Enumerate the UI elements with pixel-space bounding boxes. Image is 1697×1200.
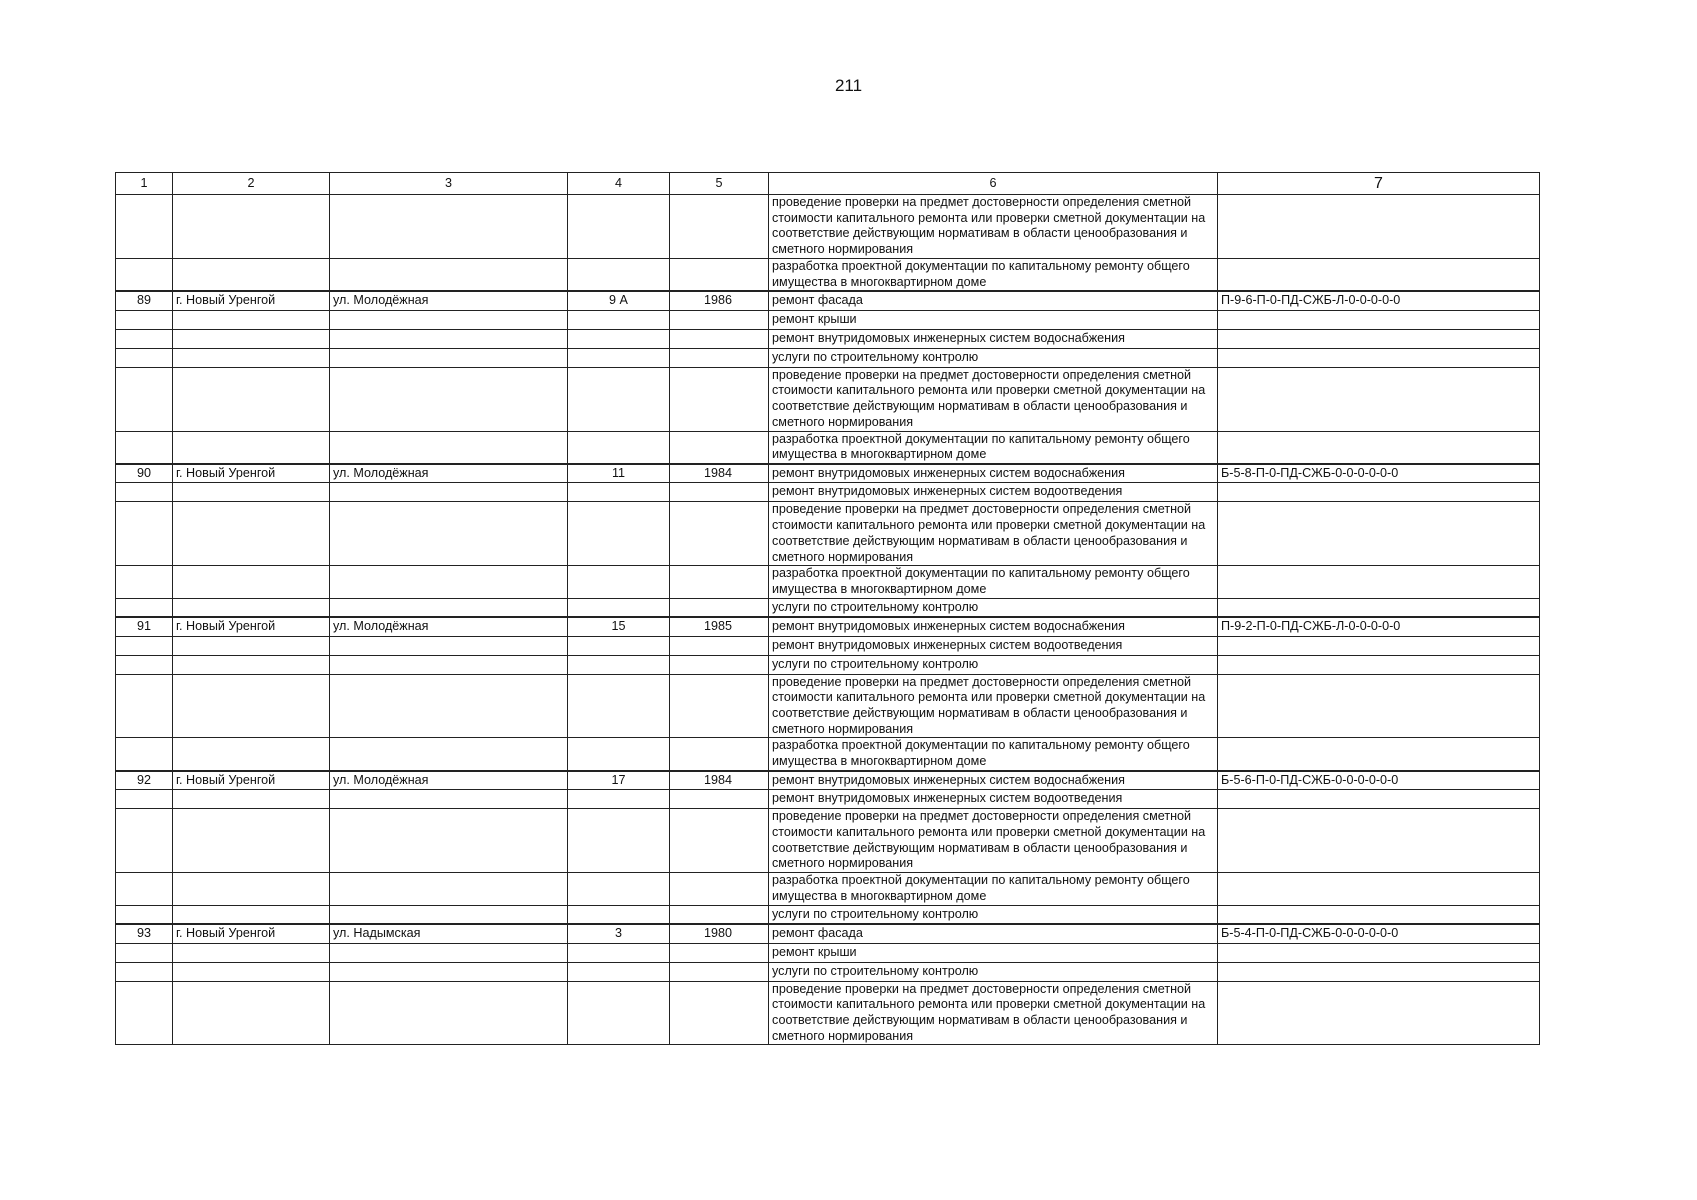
building-code-cell: П-9-2-П-0-ПД-СЖБ-Л-0-0-0-0-0 — [1218, 617, 1540, 636]
house-number-cell — [568, 483, 670, 502]
city-cell — [173, 943, 330, 962]
street-cell: ул. Молодёжная — [330, 464, 568, 483]
year-cell: 1984 — [670, 464, 769, 483]
house-number-cell: 9 А — [568, 291, 670, 310]
page-number: 211 — [834, 76, 863, 95]
year-cell — [670, 431, 769, 464]
street-cell — [330, 655, 568, 674]
street-cell — [330, 367, 568, 431]
house-number-cell: 3 — [568, 924, 670, 943]
year-cell: 1985 — [670, 617, 769, 636]
table-row — [116, 617, 1540, 636]
work-type-cell: ремонт внутридомовых инженерных систем водоснабжения — [769, 464, 1218, 483]
row-number-cell — [116, 483, 173, 502]
year-cell — [670, 790, 769, 809]
row-number-cell — [116, 329, 173, 348]
house-number-cell — [568, 636, 670, 655]
year-cell — [670, 655, 769, 674]
house-number-cell — [568, 329, 670, 348]
house-number-cell — [568, 790, 670, 809]
row-number-cell — [116, 367, 173, 431]
work-type-cell: проведение проверки на предмет достоверности определения сметной стоимости капитального ремонта или проверки сметной документации на соответствие действующим нормативам в области ценообразования и сметного нормирования — [769, 195, 1218, 259]
street-cell — [330, 905, 568, 924]
header-col-3: 3 — [330, 173, 568, 195]
table-row — [116, 310, 1540, 329]
row-number-cell: 92 — [116, 771, 173, 790]
city-cell — [173, 809, 330, 873]
table-row — [116, 962, 1540, 981]
city-cell — [173, 962, 330, 981]
table-row — [116, 348, 1540, 367]
house-number-cell — [568, 310, 670, 329]
work-type-cell: разработка проектной документации по капитальному ремонту общего имущества в многоквартирном доме — [769, 566, 1218, 598]
building-code-cell — [1218, 943, 1540, 962]
building-code-cell — [1218, 502, 1540, 566]
row-number-cell — [116, 195, 173, 259]
row-number-cell: 93 — [116, 924, 173, 943]
work-type-cell: ремонт фасада — [769, 291, 1218, 310]
street-cell — [330, 873, 568, 905]
street-cell — [330, 981, 568, 1045]
row-number-cell — [116, 258, 173, 291]
row-number-cell — [116, 310, 173, 329]
row-number-cell — [116, 981, 173, 1045]
year-cell — [670, 962, 769, 981]
work-type-cell: проведение проверки на предмет достоверности определения сметной стоимости капитального ремонта или проверки сметной документации на соответствие действующим нормативам в области ценообразования и сметного нормирования — [769, 674, 1218, 738]
row-number-cell — [116, 873, 173, 905]
year-cell — [670, 310, 769, 329]
work-type-cell: ремонт крыши — [769, 310, 1218, 329]
house-number-cell: 15 — [568, 617, 670, 636]
table-row — [116, 258, 1540, 291]
building-code-cell: Б-5-6-П-0-ПД-СЖБ-0-0-0-0-0-0 — [1218, 771, 1540, 790]
table-body — [116, 195, 1540, 1045]
city-cell — [173, 329, 330, 348]
city-cell — [173, 905, 330, 924]
table-row — [116, 636, 1540, 655]
row-number-cell — [116, 431, 173, 464]
building-code-cell — [1218, 431, 1540, 464]
table-row — [116, 674, 1540, 738]
row-number-cell — [116, 598, 173, 617]
street-cell — [330, 636, 568, 655]
year-cell — [670, 905, 769, 924]
city-cell: г. Новый Уренгой — [173, 924, 330, 943]
year-cell — [670, 367, 769, 431]
year-cell — [670, 195, 769, 259]
street-cell — [330, 348, 568, 367]
street-cell — [330, 738, 568, 771]
building-code-cell — [1218, 258, 1540, 291]
building-code-cell — [1218, 809, 1540, 873]
building-code-cell — [1218, 483, 1540, 502]
row-number-cell — [116, 738, 173, 771]
table-row — [116, 502, 1540, 566]
work-type-cell: разработка проектной документации по капитальному ремонту общего имущества в многоквартирном доме — [769, 873, 1218, 905]
house-number-cell — [568, 258, 670, 291]
table-row — [116, 771, 1540, 790]
row-number-cell — [116, 636, 173, 655]
city-cell — [173, 790, 330, 809]
house-number-cell — [568, 502, 670, 566]
house-number-cell — [568, 873, 670, 905]
city-cell — [173, 655, 330, 674]
city-cell — [173, 502, 330, 566]
table-row — [116, 924, 1540, 943]
street-cell — [330, 809, 568, 873]
house-number-cell — [568, 674, 670, 738]
building-code-cell — [1218, 329, 1540, 348]
city-cell — [173, 310, 330, 329]
building-code-cell — [1218, 738, 1540, 771]
work-type-cell: ремонт внутридомовых инженерных систем водоснабжения — [769, 329, 1218, 348]
year-cell: 1986 — [670, 291, 769, 310]
building-code-cell — [1218, 981, 1540, 1045]
street-cell — [330, 566, 568, 598]
year-cell — [670, 502, 769, 566]
header-col-1: 1 — [116, 173, 173, 195]
table-row — [116, 905, 1540, 924]
year-cell — [670, 566, 769, 598]
building-code-cell — [1218, 367, 1540, 431]
city-cell — [173, 367, 330, 431]
work-type-cell: ремонт крыши — [769, 943, 1218, 962]
street-cell — [330, 310, 568, 329]
table-row — [116, 329, 1540, 348]
year-cell — [670, 981, 769, 1045]
city-cell — [173, 636, 330, 655]
row-number-cell: 91 — [116, 617, 173, 636]
work-type-cell: услуги по строительному контролю — [769, 348, 1218, 367]
building-code-cell — [1218, 195, 1540, 259]
building-code-cell — [1218, 674, 1540, 738]
table-row — [116, 943, 1540, 962]
table-row — [116, 655, 1540, 674]
house-number-cell — [568, 905, 670, 924]
city-cell: г. Новый Уренгой — [173, 464, 330, 483]
year-cell — [670, 483, 769, 502]
work-type-cell: ремонт внутридомовых инженерных систем водоотведения — [769, 483, 1218, 502]
work-type-cell: ремонт фасада — [769, 924, 1218, 943]
work-type-cell: услуги по строительному контролю — [769, 905, 1218, 924]
building-code-cell — [1218, 873, 1540, 905]
street-cell — [330, 483, 568, 502]
work-type-cell: разработка проектной документации по капитальному ремонту общего имущества в многоквартирном доме — [769, 258, 1218, 291]
building-code-cell — [1218, 655, 1540, 674]
street-cell — [330, 329, 568, 348]
work-type-cell: ремонт внутридомовых инженерных систем водоотведения — [769, 636, 1218, 655]
building-code-cell — [1218, 310, 1540, 329]
table-row — [116, 464, 1540, 483]
year-cell — [670, 598, 769, 617]
work-type-cell: ремонт внутридомовых инженерных систем водоотведения — [769, 790, 1218, 809]
year-cell — [670, 329, 769, 348]
street-cell — [330, 962, 568, 981]
house-number-cell — [568, 367, 670, 431]
house-number-cell — [568, 655, 670, 674]
year-cell — [670, 738, 769, 771]
work-type-cell: разработка проектной документации по капитальному ремонту общего имущества в многоквартирном доме — [769, 431, 1218, 464]
city-cell — [173, 598, 330, 617]
house-number-cell — [568, 962, 670, 981]
street-cell — [330, 598, 568, 617]
city-cell: г. Новый Уренгой — [173, 617, 330, 636]
city-cell — [173, 348, 330, 367]
city-cell — [173, 674, 330, 738]
building-code-cell — [1218, 636, 1540, 655]
house-number-cell — [568, 195, 670, 259]
table-row — [116, 431, 1540, 464]
year-cell — [670, 674, 769, 738]
building-code-cell: Б-5-4-П-0-ПД-СЖБ-0-0-0-0-0-0 — [1218, 924, 1540, 943]
street-cell: ул. Молодёжная — [330, 771, 568, 790]
building-code-cell — [1218, 962, 1540, 981]
building-code-cell — [1218, 566, 1540, 598]
city-cell — [173, 873, 330, 905]
street-cell — [330, 258, 568, 291]
street-cell — [330, 502, 568, 566]
row-number-cell — [116, 790, 173, 809]
row-number-cell — [116, 502, 173, 566]
table-row — [116, 195, 1540, 259]
city-cell — [173, 258, 330, 291]
year-cell — [670, 348, 769, 367]
table-row — [116, 873, 1540, 905]
work-type-cell: ремонт внутридомовых инженерных систем водоснабжения — [769, 617, 1218, 636]
street-cell: ул. Молодёжная — [330, 617, 568, 636]
house-number-cell — [568, 738, 670, 771]
row-number-cell — [116, 943, 173, 962]
table-row — [116, 367, 1540, 431]
building-code-cell — [1218, 348, 1540, 367]
city-cell — [173, 981, 330, 1045]
row-number-cell — [116, 348, 173, 367]
table-row — [116, 981, 1540, 1045]
year-cell: 1980 — [670, 924, 769, 943]
city-cell — [173, 566, 330, 598]
building-code-cell — [1218, 598, 1540, 617]
row-number-cell — [116, 905, 173, 924]
city-cell — [173, 483, 330, 502]
building-code-cell — [1218, 905, 1540, 924]
row-number-cell — [116, 566, 173, 598]
work-type-cell: услуги по строительному контролю — [769, 598, 1218, 617]
building-code-cell: П-9-6-П-0-ПД-СЖБ-Л-0-0-0-0-0 — [1218, 291, 1540, 310]
city-cell — [173, 738, 330, 771]
header-col-4: 4 — [568, 173, 670, 195]
work-type-cell: разработка проектной документации по капитальному ремонту общего имущества в многоквартирном доме — [769, 738, 1218, 771]
house-number-cell: 17 — [568, 771, 670, 790]
house-number-cell — [568, 598, 670, 617]
table-row — [116, 790, 1540, 809]
street-cell — [330, 195, 568, 259]
year-cell — [670, 873, 769, 905]
year-cell — [670, 943, 769, 962]
year-cell — [670, 636, 769, 655]
work-type-cell: проведение проверки на предмет достоверности определения сметной стоимости капитального ремонта или проверки сметной документации на соответствие действующим нормативам в области ценообразования и сметного нормирования — [769, 981, 1218, 1045]
year-cell — [670, 809, 769, 873]
table-row — [116, 598, 1540, 617]
city-cell — [173, 195, 330, 259]
header-col-2: 2 — [173, 173, 330, 195]
city-cell — [173, 431, 330, 464]
street-cell — [330, 790, 568, 809]
table-header-row — [116, 173, 1540, 195]
street-cell: ул. Надымская — [330, 924, 568, 943]
work-type-cell: проведение проверки на предмет достоверности определения сметной стоимости капитального ремонта или проверки сметной документации на соответствие действующим нормативам в области ценообразования и сметного нормирования — [769, 502, 1218, 566]
table-row — [116, 291, 1540, 310]
work-type-cell: проведение проверки на предмет достоверности определения сметной стоимости капитального ремонта или проверки сметной документации на соответствие действующим нормативам в области ценообразования и сметного нормирования — [769, 367, 1218, 431]
house-number-cell — [568, 348, 670, 367]
house-number-cell — [568, 981, 670, 1045]
house-number-cell — [568, 431, 670, 464]
street-cell: ул. Молодёжная — [330, 291, 568, 310]
row-number-cell: 89 — [116, 291, 173, 310]
street-cell — [330, 431, 568, 464]
header-col-5: 5 — [670, 173, 769, 195]
table-row — [116, 483, 1540, 502]
row-number-cell — [116, 655, 173, 674]
table-row — [116, 566, 1540, 598]
house-number-cell — [568, 809, 670, 873]
street-cell — [330, 943, 568, 962]
year-cell — [670, 258, 769, 291]
city-cell: г. Новый Уренгой — [173, 291, 330, 310]
repair-works-table — [115, 172, 1540, 1045]
work-type-cell: проведение проверки на предмет достоверности определения сметной стоимости капитального ремонта или проверки сметной документации на соответствие действующим нормативам в области ценообразования и сметного нормирования — [769, 809, 1218, 873]
house-number-cell — [568, 943, 670, 962]
header-col-7: 7 — [1218, 173, 1540, 195]
header-col-6: 6 — [769, 173, 1218, 195]
house-number-cell — [568, 566, 670, 598]
year-cell: 1984 — [670, 771, 769, 790]
table-row — [116, 738, 1540, 771]
building-code-cell — [1218, 790, 1540, 809]
work-type-cell: услуги по строительному контролю — [769, 962, 1218, 981]
work-type-cell: услуги по строительному контролю — [769, 655, 1218, 674]
house-number-cell: 11 — [568, 464, 670, 483]
table-row — [116, 809, 1540, 873]
work-type-cell: ремонт внутридомовых инженерных систем водоснабжения — [769, 771, 1218, 790]
row-number-cell — [116, 809, 173, 873]
row-number-cell — [116, 962, 173, 981]
row-number-cell: 90 — [116, 464, 173, 483]
city-cell: г. Новый Уренгой — [173, 771, 330, 790]
building-code-cell: Б-5-8-П-0-ПД-СЖБ-0-0-0-0-0-0 — [1218, 464, 1540, 483]
street-cell — [330, 674, 568, 738]
row-number-cell — [116, 674, 173, 738]
